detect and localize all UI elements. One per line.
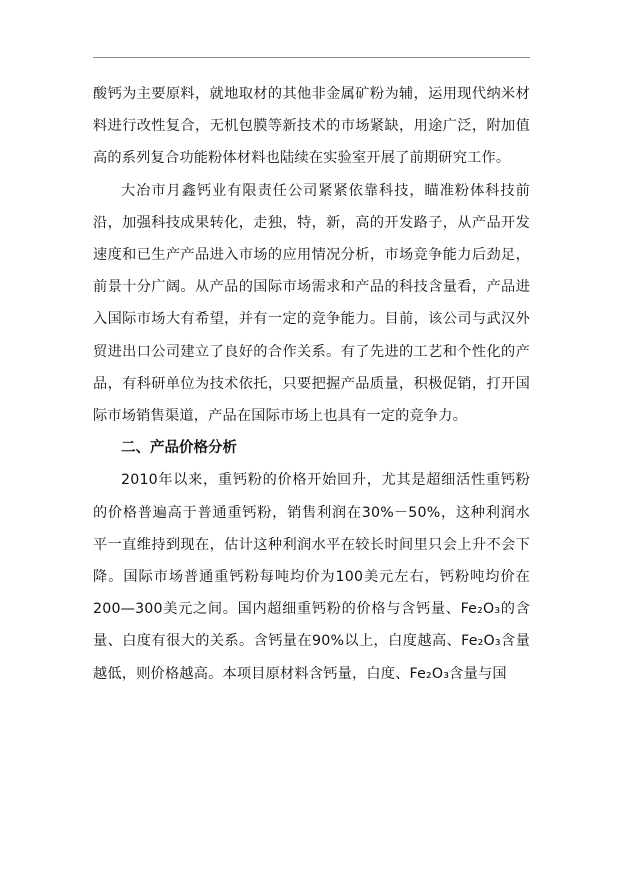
header-rule (93, 57, 530, 58)
paragraph-raw-materials: 酸钙为主要原料，就地取材的其他非金属矿粉为辅，运用现代纳米材料进行改性复合，无机包膜等新技术的市场紧缺，用途广泛，附加值高的系列复合功能粉体材料也陆续在实验室开展了前期研究工作。 (93, 86, 530, 167)
paragraph-company-overview: 大冶市月鑫钙业有限责任公司紧紧依靠科技，瞄准粉体科技前沿，加强科技成果转化，走独，特，新，高的开发路子，从产品开发速度和已生产产品进入市场的应用情况分析，市场竞争能力后劲足，前景十分广阔。从产品的国际市场需求和产品的科技含量看，产品进入国际市场大有希望，并有一定的竞争能力。目前，该公司与武汉外贸进出口公司建立了良好的合作关系。有了先进的工艺和个性化的产品，有科研单位为技术依托，只要把握产品质量，积极促销，打开国际市场销售渠道，产品在国际市场上也具有一定的竞争力。 (93, 182, 530, 425)
document-body (93, 78, 530, 690)
paragraph-price-analysis: 2010年以来，重钙粉的价格开始回升，尤其是超细活性重钙粉的价格普遍高于普通重钙粉，销售利润在30%－50%，这种利润水平一直维持到现在，估计这种利润水平在较长时间里只会上升不会下降。国际市场普通重钙粉每吨均价为100美元左右，钙粉吨均价在200—300美元之间。国内超细重钙粉的价格与含钙量、Fe₂O₃的含量、白度有很大的关系。含钙量在90%以上，白度越高、Fe₂O₃含量越低，则价格越高。本项目原材料含钙量，白度、Fe₂O₃含量与国 (93, 472, 530, 682)
section-heading-price-analysis: 二、产品价格分析 (121, 440, 237, 457)
